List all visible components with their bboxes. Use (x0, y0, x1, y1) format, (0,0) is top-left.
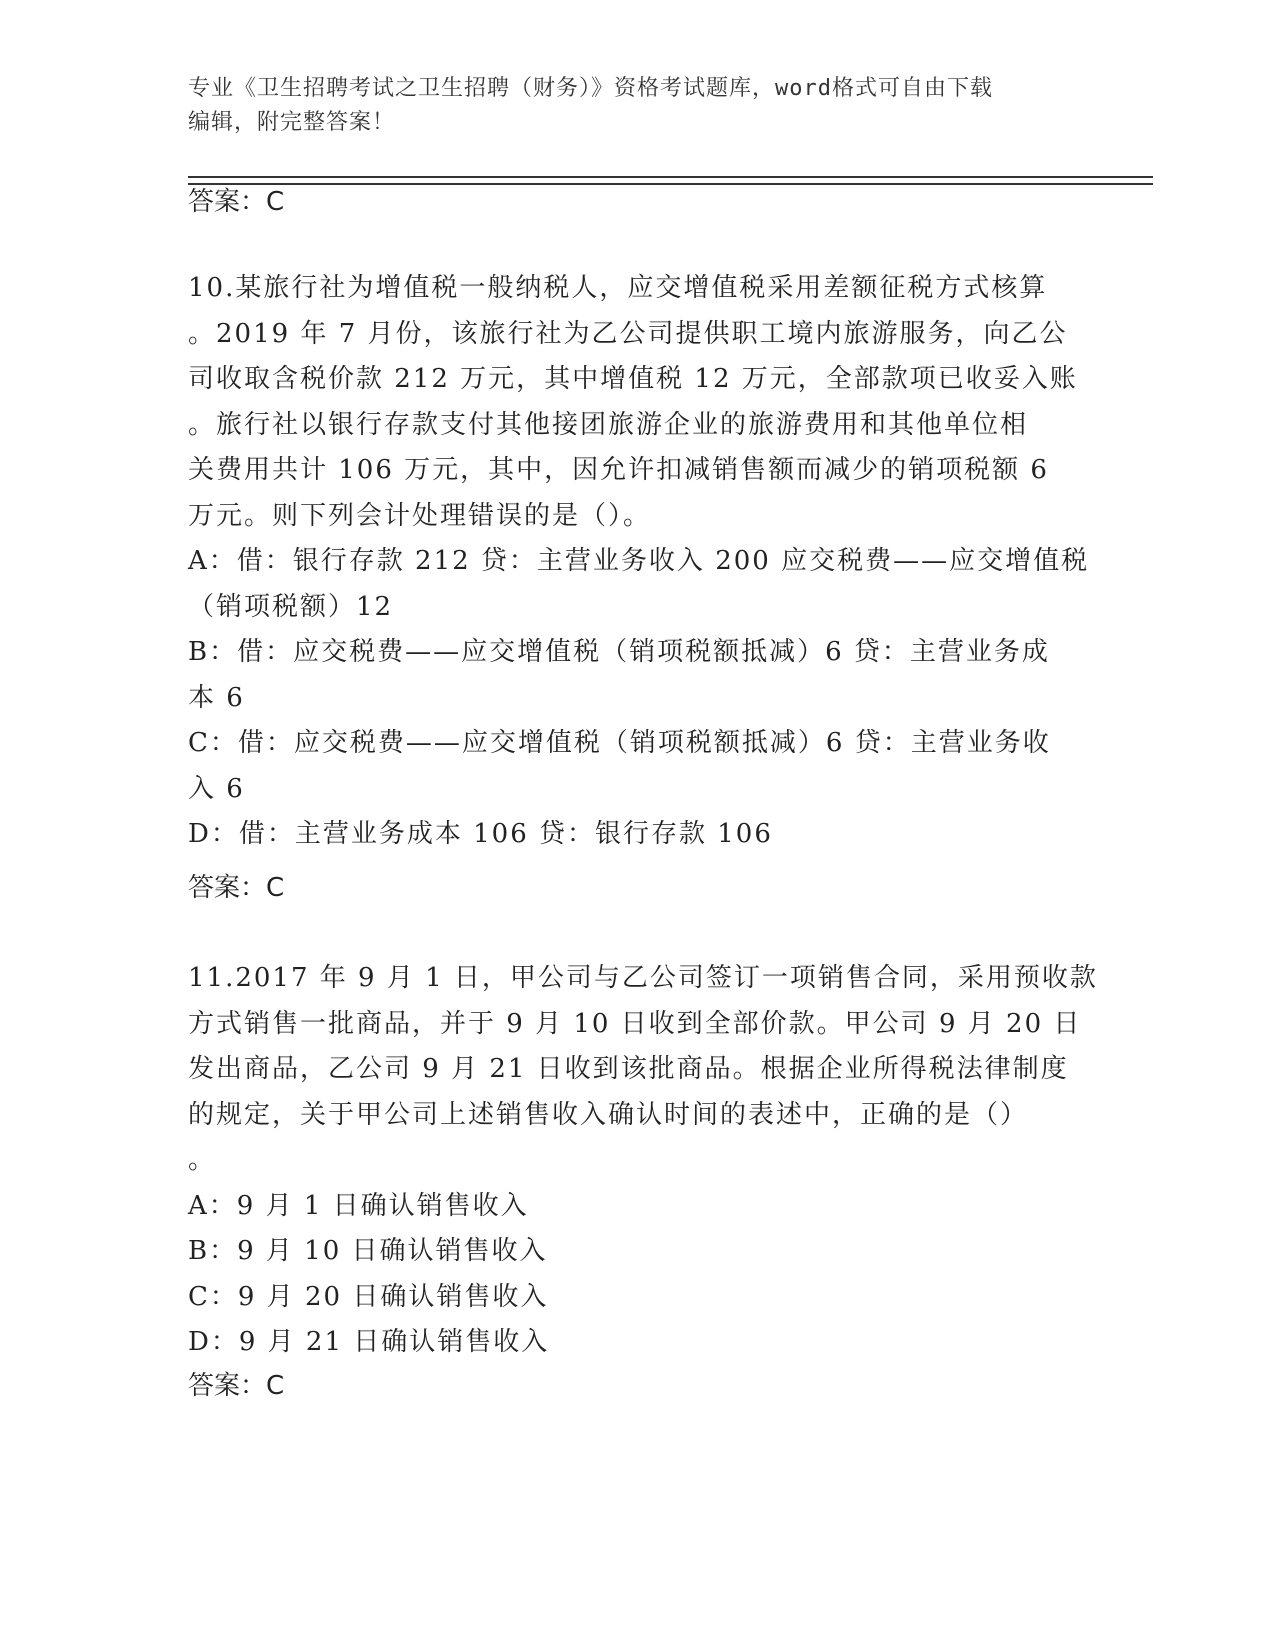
header-line-1: 专业《卫生招聘考试之卫生招聘（财务）》资格考试题库，word格式可自由下载 (188, 76, 993, 101)
question-10-option-b: B：借：应交税费——应交增值税（销项税额抵减）6 贷：主营业务成 (188, 637, 1050, 667)
header-line-2: 编辑，附完整答案！ (188, 110, 396, 135)
question-11-option-d: D：9 月 21 日确认销售收入 (188, 1327, 550, 1357)
question-10-option-a: A：借：银行存款 212 贷：主营业务收入 200 应交税费——应交增值税 (188, 546, 1090, 576)
previous-answer: 答案：C (188, 187, 285, 217)
question-10-line: 10.某旅行社为增值税一般纳税人，应交增值税采用差额征税方式核算 (188, 273, 1048, 303)
question-11-option-c: C：9 月 20 日确认销售收入 (188, 1281, 549, 1312)
question-11-line: 发出商品，乙公司 9 月 21 日收到该批商品。根据企业所得税法律制度 (188, 1054, 1069, 1084)
question-10-option-a-cont: （销项税额）12 (188, 591, 394, 622)
question-10-option-d: D：借：主营业务成本 106 贷：银行存款 106 (188, 819, 773, 849)
question-11-option-b: B：9 月 10 日确认销售收入 (188, 1236, 548, 1266)
question-10-line: 。2019 年 7 月份，该旅行社为乙公司提供职工境内旅游服务，向乙公 (188, 318, 1068, 349)
question-11-line: 11.2017 年 9 月 1 日，甲公司与乙公司签订一项销售合同，采用预收款 (188, 963, 1098, 993)
question-10-line: 关费用共计 106 万元，其中，因允许扣减销售额而减少的销项税额 6 (188, 455, 1049, 485)
question-10 (188, 266, 1090, 858)
document-header (188, 72, 1068, 140)
header-rule-bottom (188, 183, 1153, 185)
question-11-line: 。 (188, 1145, 217, 1175)
question-10-line: 。旅行社以银行存款支付其他接团旅游企业的旅游费用和其他单位相 (188, 409, 1029, 440)
question-10-line: 万元。则下列会计处理错误的是（）。 (188, 500, 652, 531)
question-11-option-a: A：9 月 1 日确认销售收入 (188, 1190, 529, 1221)
question-10-option-b-cont: 本 6 (188, 682, 245, 713)
header-rule-top (188, 176, 1153, 178)
question-11-line: 方式销售一批商品，并于 9 月 10 日收到全部价款。甲公司 9 月 20 日 (188, 1008, 1082, 1039)
question-10-line: 司收取含税价款 212 万元，其中增值税 12 万元，全部款项已收妥入账 (188, 364, 1078, 394)
question-10-answer: 答案：C (188, 873, 285, 903)
question-11 (188, 956, 1098, 1366)
question-10-option-c: C：借：应交税费——应交增值税（销项税额抵减）6 贷：主营业务收 (188, 728, 1051, 758)
question-10-option-c-cont: 入 6 (188, 773, 245, 804)
question-11-line: 的规定，关于甲公司上述销售收入确认时间的表述中，正确的是（） (188, 1099, 1029, 1130)
question-11-answer: 答案：C (188, 1371, 285, 1401)
